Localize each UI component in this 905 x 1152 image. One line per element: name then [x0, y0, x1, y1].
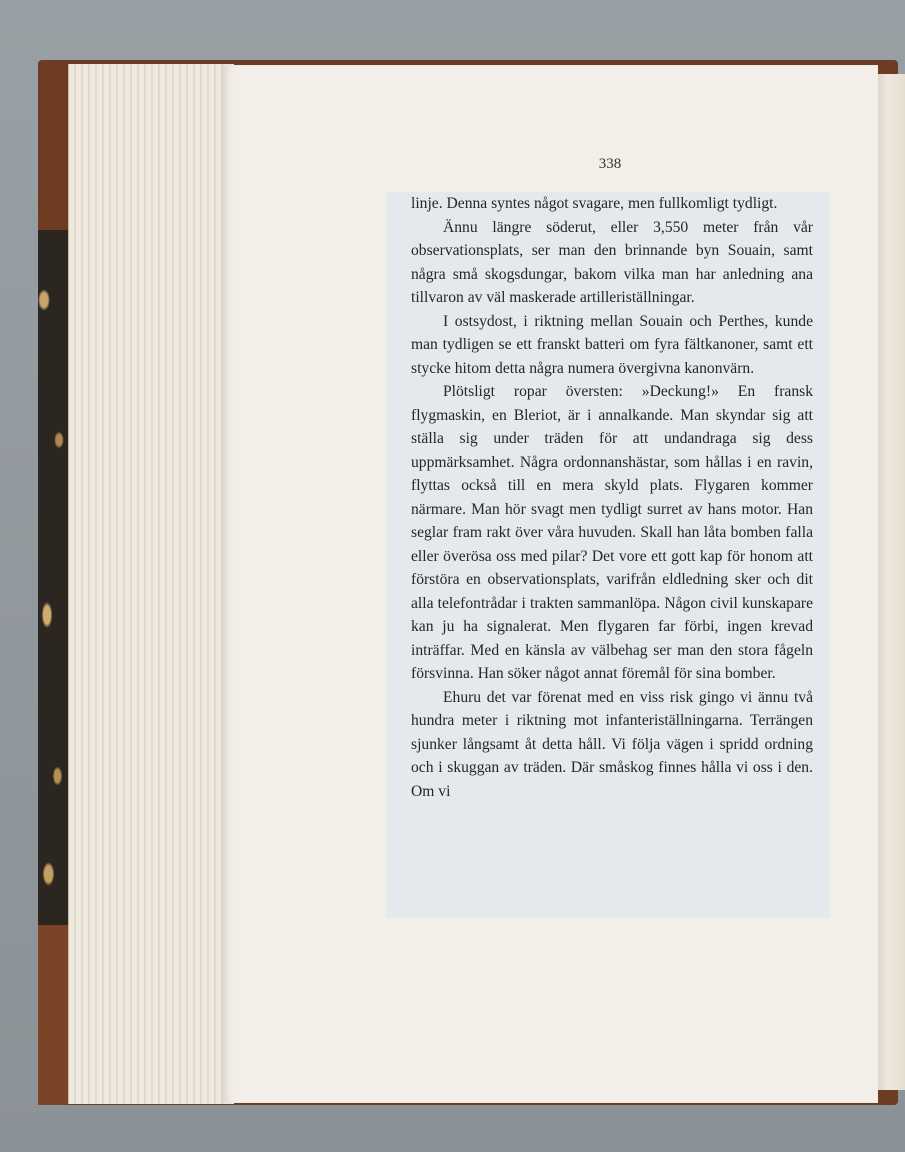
page-text: [411, 192, 813, 914]
page-number: 338: [598, 156, 622, 172]
paragraph-3: I ostsydost, i riktning mellan Souain och Perthes, kunde man tydligen se ett franskt batteri om fyra fältkanoner, samt ett stycke hitom detta några numera övergivna kanonvärn.: [411, 312, 813, 377]
paragraph-2: Ännu längre söderut, eller 3,550 meter från vår observationsplats, ser man den brinnande byn Souain, samt några små skogsdungar, bakom vilka man har anledning ana tillvaron av väl maskerade artilleriställningar.: [411, 218, 813, 306]
marbled-cover-edge: [38, 230, 68, 930]
paragraph-5: Ehuru det var förenat med en viss risk gingo vi ännu två hundra meter i riktning mot infanteriställningarna. Terrängen sjunker långsamt åt detta håll. Vi följa vägen i spridd ordning och i skuggan av träden. Där småskog finnes hålla vi oss i den. Om vi: [411, 688, 813, 800]
paragraph-1: linje. Denna syntes något svagare, men fullkomligt tydligt.: [411, 195, 778, 212]
right-page-edge: [876, 74, 905, 1090]
leather-corner: [38, 925, 70, 1105]
paragraph-4: Plötsligt ropar översten: »Deckung!» En fransk flygmaskin, en Bleriot, är i annalkande. Man skyndar sig att ställa sig under träden för att undandraga sig dess uppmärksamhet. Några ordonnanshästar, som hållas i en ravin, flyttas också till en mera skyld plats. Flygaren kommer närmare. Man hör svagt men tydligt surret av hans motor. Han seglar fram rakt över våra huvuden. Skall han låta bomben falla eller överösa oss med pilar? Det vore ett gott kap för honom att förstöra en observationsplats, varifrån eldledning sker och dit alla telefontrådar i trakten sammanlöpa. Någon civil kunskapare kan ju ha signalerat. Men flygaren far förbi, ingen krevad inträffar. Med en känsla av välbehag ser man den stora fågeln försvinna. Han söker något annat föremål för sina bomber.: [411, 383, 813, 682]
page-edges-stack: [68, 64, 234, 1104]
